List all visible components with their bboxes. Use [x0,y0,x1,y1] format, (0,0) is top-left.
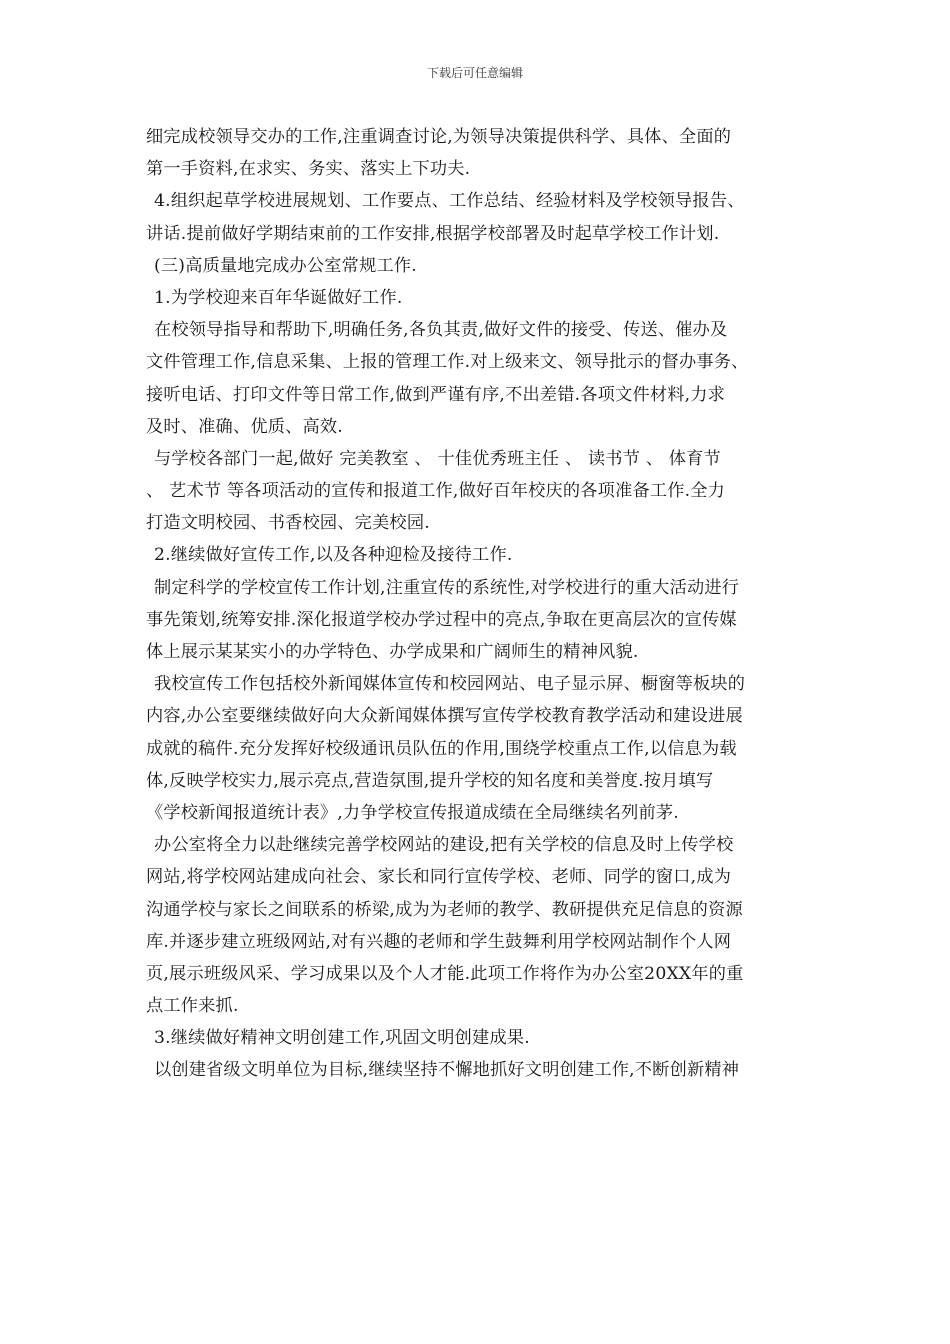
text-line: 网站,将学校网站建成向社会、家长和同行宣传学校、老师、同学的窗口,成为 [146,867,732,888]
document-body [146,121,806,1087]
text-line: 页,展示班级风采、学习成果以及个人才能.此项工作将作为办公室20XX年的重 [146,963,744,984]
text-line: 成就的稿件.充分发挥好校级通讯员队伍的作用,围绕学校重点工作,以信息为载 [146,738,737,759]
page-header: 下载后可任意编辑 [426,66,523,80]
text-line: 库.并逐步建立班级网站,对有兴趣的老师和学生鼓舞利用学校网站制作个人网 [146,931,732,952]
text-line: 4.组织起草学校进展规划、工作要点、工作总结、经验材料及学校领导报告、 [154,191,745,212]
text-line: 体上展示某某实小的办学特色、办学成果和广阔师生的精神风貌. [146,642,639,662]
text-line: 、 艺术节 等各项活动的宣传和报道工作,做好百年校庆的各项准备工作.全力 [146,481,726,502]
text-line: 文件管理工作,信息采集、上报的管理工作.对上级来文、领导批示的督办事务、 [146,352,749,373]
text-line: 事先策划,统筹安排.深化报道学校办学过程中的亮点,争取在更高层次的宣传媒 [146,609,737,630]
text-line: 体,反映学校实力,展示亮点,营造氛围,提升学校的知名度和美誉度.按月填写 [146,770,714,791]
text-line: 1.为学校迎来百年华诞做好工作. [154,287,403,308]
text-line: 细完成校领导交办的工作,注重调查讨论,为领导决策提供科学、具体、全面的 [146,127,732,147]
text-line: 与学校各部门一起,做好 完美教室 、 十佳优秀班主任 、 读书节 、 体育节 [154,448,721,469]
text-line: 点工作来抓. [146,996,239,1017]
text-line: 第一手资料,在求实、务实、落实上下功夫. [146,159,471,180]
text-line: (三)高质量地完成办公室常规工作. [154,255,417,276]
text-line: 《学校新闻报道统计表》,力争学校宣传报道成绩在全局继续名列前茅. [146,802,679,823]
text-line: 以创建省级文明单位为目标,继续坚持不懈地抓好文明创建工作,不断创新精神 [154,1060,740,1081]
text-line: 在校领导指导和帮助下,明确任务,各负其责,做好文件的接受、传送、催办及 [154,320,728,341]
text-line: 制定科学的学校宣传工作计划,注重宣传的系统性,对学校进行的重大活动进行 [154,577,740,598]
text-line: 内容,办公室要继续做好向大众新闻媒体撰写宣传学校教育教学活动和建设进展 [146,706,743,727]
text-line: 我校宣传工作包括校外新闻媒体宣传和校园网站、电子显示屏、橱窗等板块的 [154,674,746,695]
text-line: 接听电话、打印文件等日常工作,做到严谨有序,不出差错.各项文件材料,力求 [146,384,726,405]
text-line: 讲话.提前做好学期结束前的工作安排,根据学校部署及时起草学校工作计划. [146,223,720,244]
text-line: 3.继续做好精神文明创建工作,巩固文明创建成果. [154,1028,530,1049]
text-line: 及时、准确、优质、高效. [146,416,343,437]
text-line: 沟通学校与家长之间联系的桥梁,成为为老师的教学、教研提供充足信息的资源 [146,899,743,920]
text-line: 打造文明校园、书香校园、完美校园. [146,513,430,534]
text-line: 办公室将全力以赴继续完善学校网站的建设,把有关学校的信息及时上传学校 [154,835,734,856]
text-line: 2.继续做好宣传工作,以及各种迎检及接待工作. [154,545,513,566]
